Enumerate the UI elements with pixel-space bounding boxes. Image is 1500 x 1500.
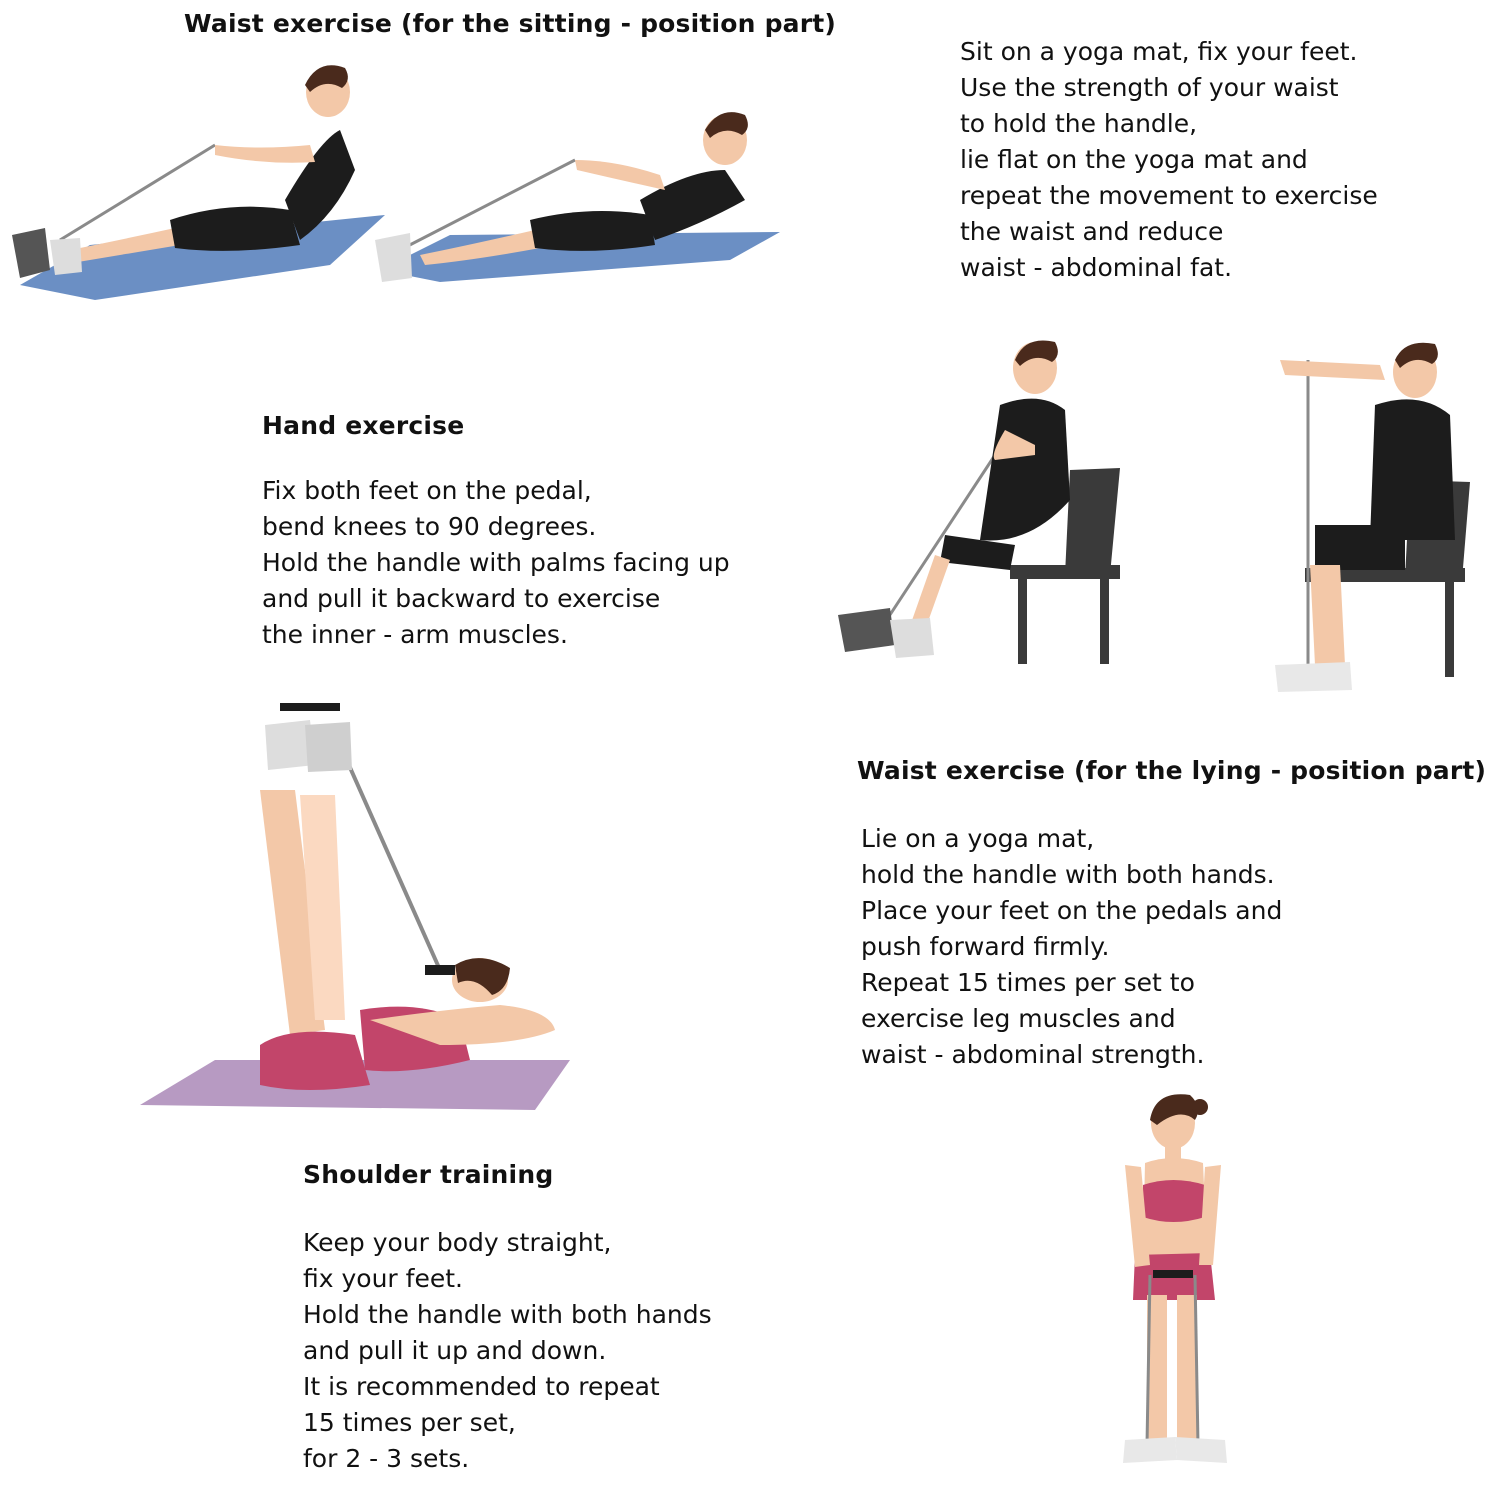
instruction-line: fix your feet. [303, 1264, 463, 1293]
instruction-line: the inner - arm muscles. [262, 620, 568, 649]
instruction-line: and pull it up and down. [303, 1336, 607, 1365]
instruction-line: Lie on a yoga mat, [861, 824, 1095, 853]
instruction-line: hold the handle with both hands. [861, 860, 1275, 889]
waist-sitting-title: Waist exercise (for the sitting - position part) [184, 9, 837, 38]
instruction-line: Use the strength of your waist [960, 73, 1339, 102]
instruction-line: It is recommended to repeat [303, 1372, 660, 1401]
instruction-line: Place your feet on the pedals and [861, 896, 1283, 925]
instruction-line: Keep your body straight, [303, 1228, 612, 1257]
hand-exercise-illustration [830, 330, 1500, 710]
woman-standing [1123, 1094, 1227, 1463]
instruction-line: the waist and reduce [960, 217, 1224, 246]
waist-sitting-illustration [0, 50, 800, 310]
instruction-line: Hold the handle with both hands [303, 1300, 712, 1329]
instruction-line: to hold the handle, [960, 109, 1198, 138]
instruction-line: Repeat 15 times per set to [861, 968, 1195, 997]
instruction-line: push forward firmly. [861, 932, 1110, 961]
shoulder-training-instructions [303, 1225, 712, 1477]
man-seated-pulling-back [838, 340, 1120, 664]
woman-lying-legs-up [260, 703, 555, 1090]
instruction-line: waist - abdominal strength. [861, 1040, 1205, 1069]
hand-exercise-title: Hand exercise [262, 411, 465, 440]
instruction-line: 15 times per set, [303, 1408, 516, 1437]
waist-sitting-instructions [960, 34, 1378, 286]
waist-lying-title: Waist exercise (for the lying - position part) [857, 756, 1487, 785]
instruction-line: bend knees to 90 degrees. [262, 512, 597, 541]
instruction-line: and pull it backward to exercise [262, 584, 661, 613]
instruction-line: lie flat on the yoga mat and [960, 145, 1308, 174]
waist-lying-illustration [140, 700, 610, 1120]
hand-exercise-instructions [262, 473, 730, 653]
man-seated-pulling-up [1275, 343, 1470, 692]
shoulder-training-illustration [1095, 1085, 1255, 1475]
shoulder-training-title: Shoulder training [303, 1160, 554, 1189]
instruction-line: Fix both feet on the pedal, [262, 476, 592, 505]
instruction-line: Hold the handle with palms facing up [262, 548, 730, 577]
instruction-line: repeat the movement to exercise [960, 181, 1378, 210]
waist-lying-instructions [861, 821, 1282, 1073]
instruction-line: Sit on a yoga mat, fix your feet. [960, 37, 1358, 66]
instruction-line: for 2 - 3 sets. [303, 1444, 470, 1473]
instruction-line: exercise leg muscles and [861, 1004, 1176, 1033]
instruction-line: waist - abdominal fat. [960, 253, 1233, 282]
